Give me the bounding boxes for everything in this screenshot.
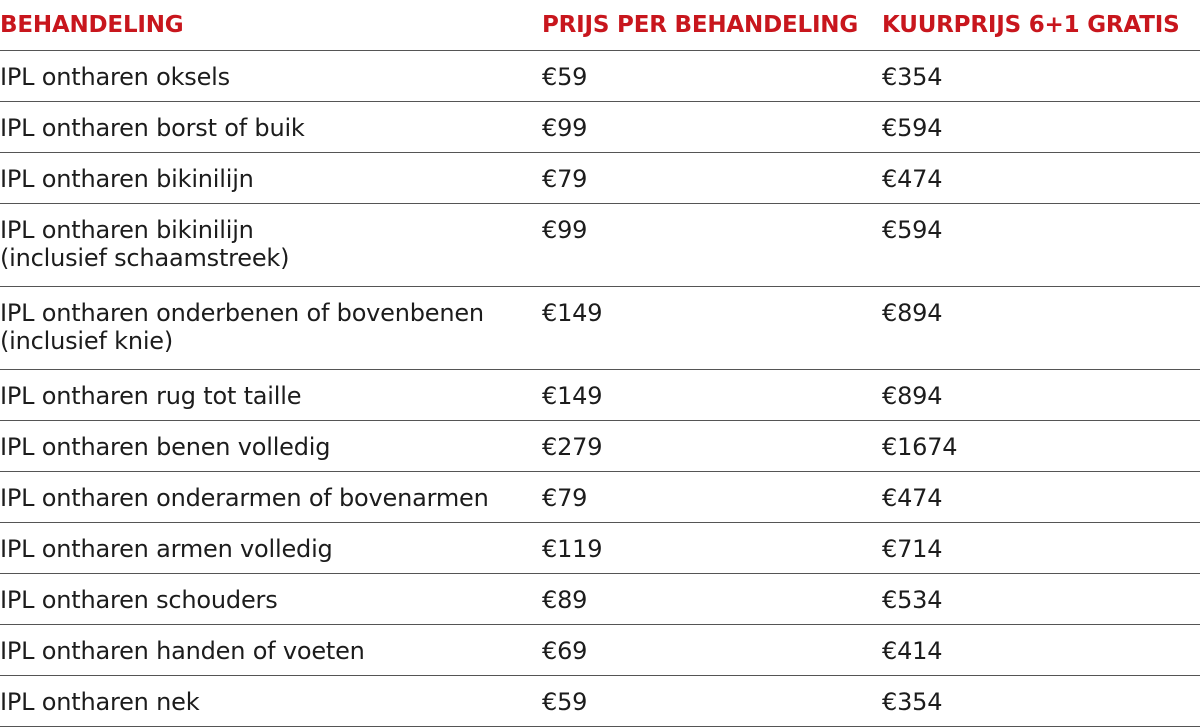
course-price-cell: €534: [882, 574, 1200, 625]
treatment-name: IPL ontharen rug tot taille: [0, 382, 302, 410]
course-price-cell: €594: [882, 204, 1200, 287]
treatment-cell: [0, 153, 542, 204]
course-price-cell: €1674: [882, 421, 1200, 472]
price-per-treatment-cell: €279: [542, 421, 882, 472]
table-row: [0, 523, 1200, 574]
price-per-treatment-cell: €119: [542, 523, 882, 574]
table-row: [0, 676, 1200, 727]
treatment-cell: [0, 287, 542, 370]
treatment-note: (inclusief schaamstreek): [0, 244, 290, 272]
course-price-cell: €894: [882, 287, 1200, 370]
table-row: [0, 574, 1200, 625]
treatment-name: IPL ontharen borst of buik: [0, 114, 305, 142]
treatment-cell: [0, 51, 542, 102]
table-row: [0, 625, 1200, 676]
course-price-cell: €354: [882, 51, 1200, 102]
table-row: [0, 204, 1200, 287]
treatment-cell: [0, 204, 542, 287]
table-body: [0, 51, 1200, 727]
price-per-treatment-cell: €149: [542, 287, 882, 370]
table-row: [0, 51, 1200, 102]
course-price-cell: €474: [882, 153, 1200, 204]
course-price-cell: €594: [882, 102, 1200, 153]
treatment-cell: [0, 472, 542, 523]
treatment-name: IPL ontharen armen volledig: [0, 535, 333, 563]
treatment-name: IPL ontharen bikinilijn: [0, 165, 254, 193]
header-price-per-treatment: PRIJS PER BEHANDELING: [542, 0, 882, 51]
table-row: [0, 370, 1200, 421]
treatment-name: IPL ontharen schouders: [0, 586, 278, 614]
table-row: [0, 287, 1200, 370]
course-price-cell: €714: [882, 523, 1200, 574]
course-price-cell: €894: [882, 370, 1200, 421]
treatment-cell: [0, 102, 542, 153]
price-per-treatment-cell: €79: [542, 153, 882, 204]
treatment-cell: [0, 574, 542, 625]
price-per-treatment-cell: €79: [542, 472, 882, 523]
course-price-cell: €354: [882, 676, 1200, 727]
course-price-cell: €414: [882, 625, 1200, 676]
treatment-cell: [0, 523, 542, 574]
header-course-price: KUURPRIJS 6+1 GRATIS: [882, 0, 1200, 51]
price-per-treatment-cell: €89: [542, 574, 882, 625]
treatment-cell: [0, 370, 542, 421]
treatment-name: IPL ontharen handen of voeten: [0, 637, 365, 665]
treatment-name: IPL ontharen onderarmen of bovenarmen: [0, 484, 489, 512]
header-treatment: BEHANDELING: [0, 0, 542, 51]
price-per-treatment-cell: €59: [542, 676, 882, 727]
treatment-note: (inclusief knie): [0, 327, 174, 355]
price-per-treatment-cell: €99: [542, 102, 882, 153]
treatment-cell: [0, 676, 542, 727]
table-row: [0, 472, 1200, 523]
treatment-name: IPL ontharen bikinilijn: [0, 216, 254, 244]
treatment-cell: [0, 421, 542, 472]
price-per-treatment-cell: €59: [542, 51, 882, 102]
course-price-cell: €474: [882, 472, 1200, 523]
treatment-name: IPL ontharen benen volledig: [0, 433, 331, 461]
price-per-treatment-cell: €149: [542, 370, 882, 421]
treatment-name: IPL ontharen nek: [0, 688, 200, 716]
table-row: [0, 153, 1200, 204]
table-row: [0, 421, 1200, 472]
header-row: [0, 0, 1200, 51]
treatment-name: IPL ontharen oksels: [0, 63, 230, 91]
price-per-treatment-cell: €99: [542, 204, 882, 287]
price-per-treatment-cell: €69: [542, 625, 882, 676]
table-row: [0, 102, 1200, 153]
treatment-cell: [0, 625, 542, 676]
treatment-name: IPL ontharen onderbenen of bovenbenen: [0, 299, 484, 327]
